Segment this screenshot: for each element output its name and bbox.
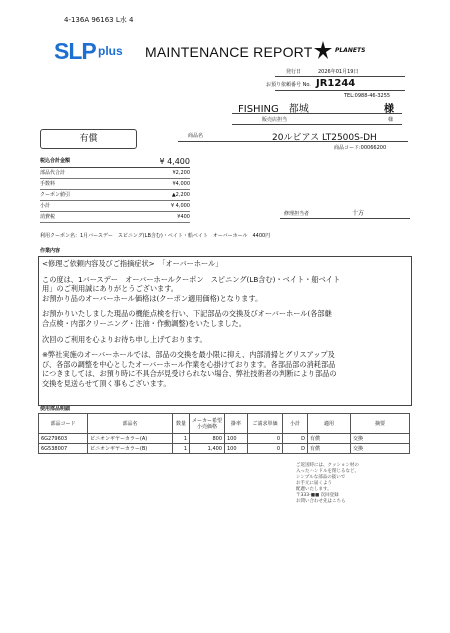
request-number: JR1244 [316, 78, 356, 89]
col-header: 部品コード [39, 414, 88, 434]
work-line: につきましては、お預り時に不具合が見受けられない場合、弊社技術者の判断により部品の [42, 369, 337, 379]
footnote-line: ご返送時には、クッション材の [296, 463, 359, 468]
issue-label: 発行日 [286, 69, 302, 75]
cost-row-label: 手数料 [40, 181, 56, 187]
table-row [39, 444, 410, 454]
footnote-line: シンプルな部品の扱いで [296, 475, 346, 480]
footnote-line: 〒333-■■ 次回登録 [296, 493, 339, 498]
col-header: メーカー希望小売価格 [190, 414, 225, 434]
col-header: ご請求単価 [248, 414, 283, 434]
part-apply: 有償 [308, 444, 351, 454]
product-name-label: 商品名 [188, 133, 204, 139]
customer-name: FISHING 都城 [238, 104, 309, 115]
col-header: 摘要 [351, 414, 410, 434]
col-header: 部品名 [88, 414, 173, 434]
planets-brand: PLANETS [335, 47, 366, 54]
request-label: お預り依頼番号 No. [266, 82, 311, 88]
work-text [39, 257, 411, 391]
part-msrp: 800 [190, 434, 225, 444]
cost-row-label: 小計 [40, 203, 51, 209]
warranty-box [40, 129, 137, 149]
work-line: お預かりいたしました現品の機能点検を行い、下記部品の交換及びオーバーホール(各部継 [42, 309, 332, 319]
staff-honorific: 様 [388, 117, 394, 123]
cost-row-value: ¥ 4,000 [170, 203, 190, 209]
cost-row-label: クーポン値引 [40, 192, 71, 198]
parts-heading: 使用部品明細 [40, 406, 71, 412]
col-header: 適用 [308, 414, 351, 434]
part-name: ピニオンギヤーカラー(A) [88, 434, 173, 444]
plus-logo: plus [98, 44, 123, 58]
footnote-line: 入ったハンドルを閉じるなど、 [296, 469, 359, 474]
planet-star-icon [313, 40, 333, 60]
cost-row-label: 消費税 [40, 214, 56, 220]
part-rate: 100 [225, 444, 248, 454]
product-code: 商品コード:00066200 [334, 145, 387, 151]
footnote [296, 463, 359, 505]
footnote-line: お手元に届くよう [296, 481, 332, 486]
customer-honorific: 様 [384, 104, 394, 115]
cost-row-value: ¥400 [177, 214, 190, 220]
col-header: 数量 [173, 414, 190, 434]
part-code: 6G538007 [39, 444, 88, 454]
col-header: 掛率 [225, 414, 248, 434]
part-code-letter: D [283, 444, 308, 454]
col-header: 小計 [283, 414, 308, 434]
coupon-name: 利用クーポン名：1月バースデー スピニング(LB含む)・ベイト・船ベイト オーバーホール 4400円 [40, 233, 271, 239]
cost-row-value: ¥2,200 [172, 170, 190, 176]
inspector-name: 十方 [352, 210, 365, 217]
work-line: ※弊社実施のオーバーホールでは、部品の交換を最小限に抑え、内部清掃とグリスアップ及 [42, 350, 335, 360]
work-heading: 作業内容 [40, 248, 61, 254]
cost-row-value: ▲2,200 [171, 192, 190, 198]
part-code-letter: D [283, 434, 308, 444]
warranty-label: 有償 [79, 134, 98, 144]
work-line: 交換を見送らせて頂く事もございます。 [42, 378, 171, 388]
report-code: 4-136A 96163 L水 4 [64, 16, 134, 24]
parts-table [38, 413, 410, 454]
part-unit: 0 [248, 444, 283, 454]
table-row [39, 434, 410, 444]
work-line: お預かり品のオーバーホール価格は(クーポン適用価格)となります。 [42, 293, 263, 303]
staff-label: 販売店担当 [262, 117, 288, 123]
cost-row-label: 部品代合計 [40, 170, 66, 176]
part-code: 6G279603 [39, 434, 88, 444]
slp-logo: SLP [54, 38, 96, 64]
issue-date: 2026年01月19日 [318, 69, 359, 75]
part-apply: 有償 [308, 434, 351, 444]
inspector-label: 修理担当者 [284, 211, 310, 217]
tel-number: TEL:0988-46-3255 [344, 93, 391, 99]
part-note: 交換 [351, 444, 410, 454]
work-line: び、各部の調整を中心としたオーバーホール作業を心掛けております。各部品部の消耗部品 [42, 359, 336, 369]
work-line: この度は、1バースデー オーバーホールクーポン スピニング(LB含む)・ベイト・船ベイト [42, 274, 341, 284]
work-line: 合点検・内部クリーニング・注油・作動調整)をいたしました。 [42, 318, 246, 328]
cost-table [40, 156, 190, 223]
footnote-line: 配慮いたします。 [296, 487, 332, 492]
report-title: MAINTENANCE REPORT [145, 44, 313, 60]
part-name: ピニオンギヤーカラー(B) [88, 444, 173, 454]
cost-row-value: ¥4,000 [172, 181, 190, 187]
part-unit: 0 [248, 434, 283, 444]
total-value: ¥ 4,400 [159, 157, 190, 166]
work-line: <修理ご依頼内容及びご指摘症状> 「オーバーホール」 [42, 259, 223, 268]
part-qty: 1 [173, 434, 190, 444]
part-note: 交換 [351, 434, 410, 444]
part-rate: 100 [225, 434, 248, 444]
work-line: 次回のご利用を心よりお待ち申し上げております。 [42, 334, 207, 344]
work-box [38, 256, 412, 406]
total-label: 税込合計金額 [40, 158, 71, 164]
product-name: 20ルビアス LT2500S-DH [272, 133, 377, 143]
part-qty: 1 [173, 444, 190, 454]
part-msrp: 1,400 [190, 444, 225, 454]
work-line: 用」のご利用誠にありがとうございます。 [42, 284, 178, 294]
footnote-line: お問い合わせ先はこちら [296, 499, 346, 504]
